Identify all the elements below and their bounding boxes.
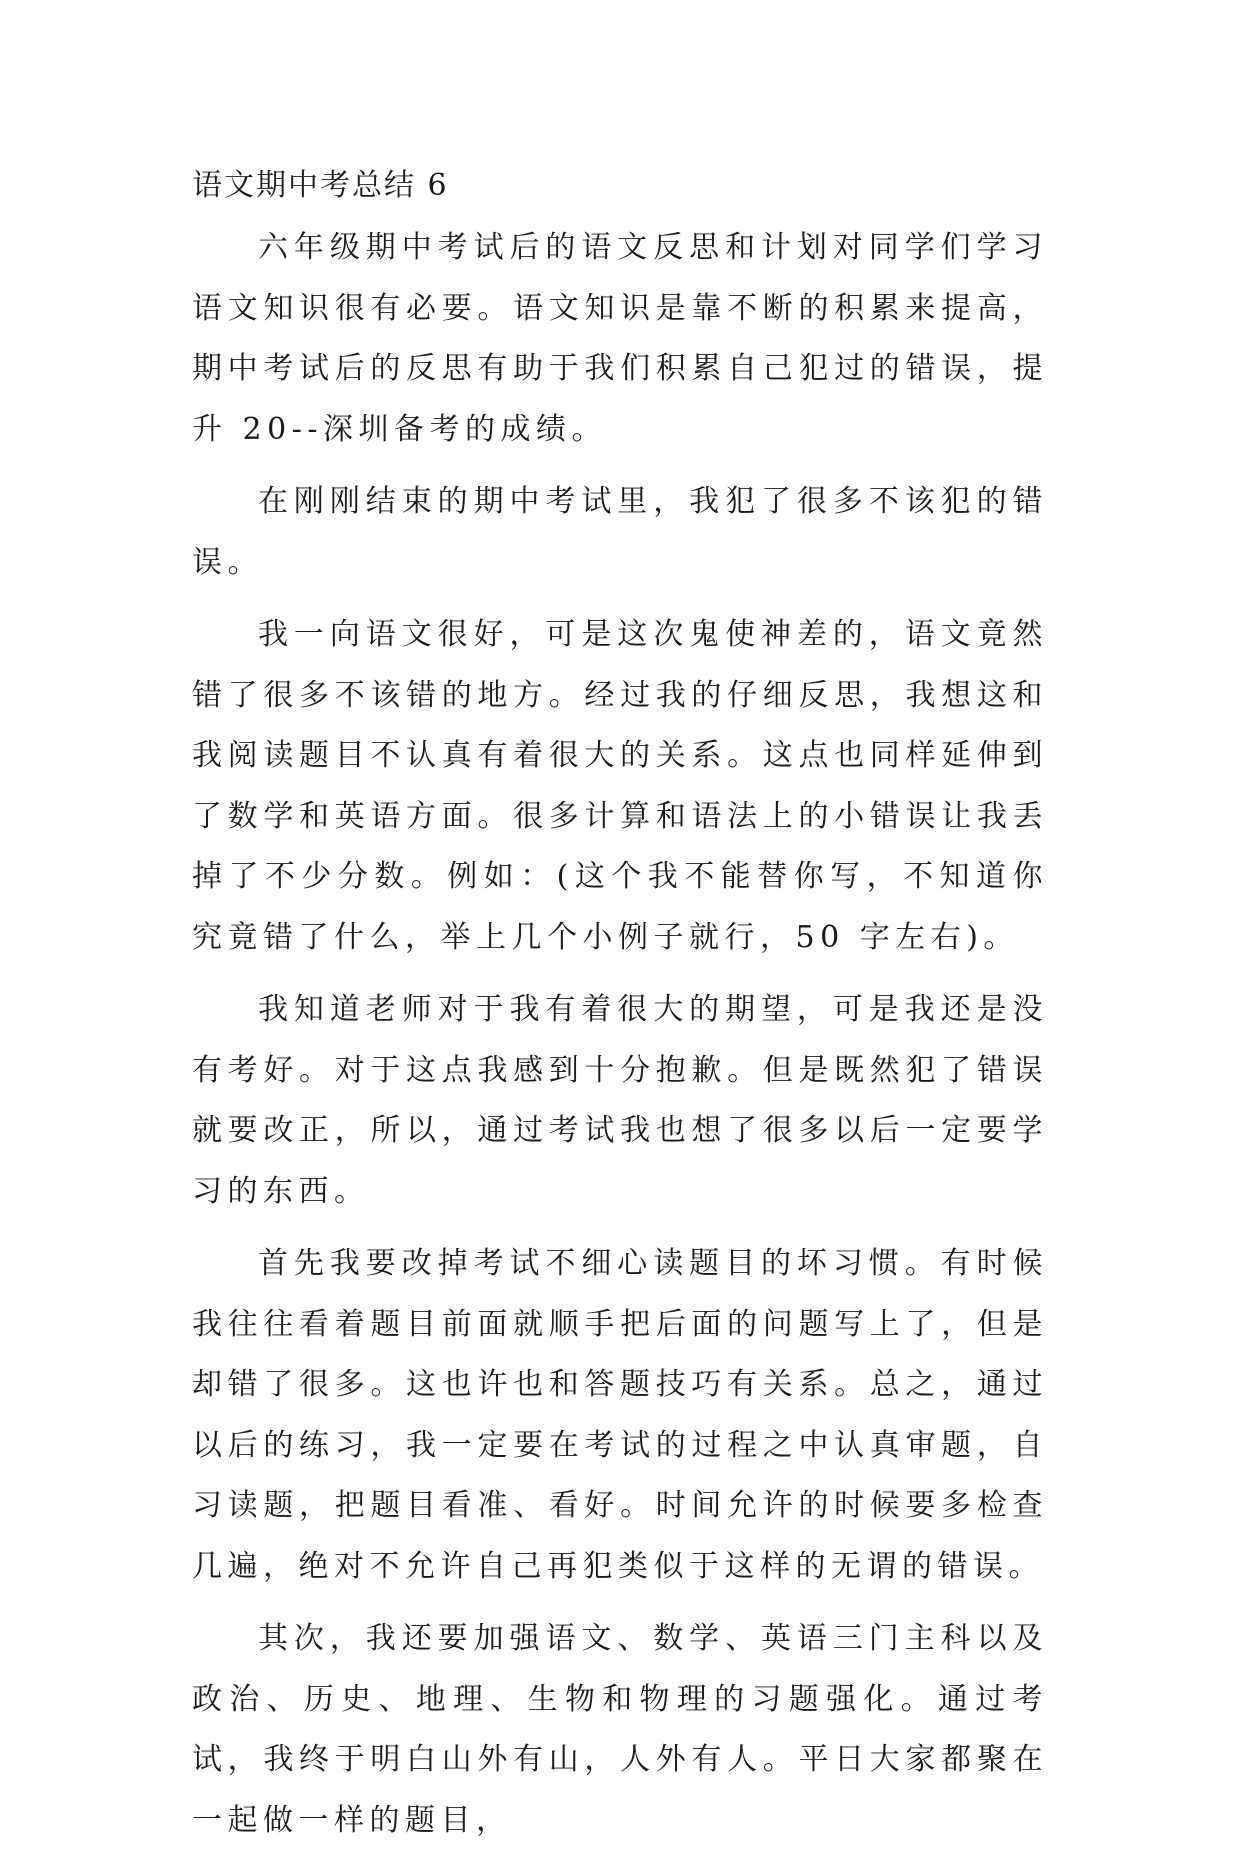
document-title: 语文期中考总结 6 (192, 168, 449, 203)
paragraph-3: 我一向语文很好，可是这次鬼使神差的，语文竟然错了很多不该错的地方。经过我的仔细反思，我想这和我阅读题目不认真有着很大的关系。这点也同样延伸到了数学和英语方面。很多计算和语法上的小错误让我丢掉了不少分数。例如：(这个我不能替你写，不知道你究竟错了什么，举上几个小例子就行，50 字左右)。 (192, 617, 1048, 955)
paragraph-5: 首先我要改掉考试不细心读题目的坏习惯。有时候我往往看着题目前面就顺手把后面的问题写上了，但是却错了很多。这也许也和答题技巧有关系。总之，通过以后的练习，我一定要在考试的过程之中认真审题，自习读题，把题目看准、看好。时间允许的时候要多检查几遍，绝对不允许自己再犯类似于这样的无谓的错误。 (192, 1246, 1048, 1584)
paragraph-2: 在刚刚结束的期中考试里，我犯了很多不该犯的错误。 (192, 484, 1048, 580)
document-page (192, 166, 1048, 1851)
paragraph-1: 六年级期中考试后的语文反思和计划对同学们学习语文知识很有必要。语文知识是靠不断的积累来提高，期中考试后的反思有助于我们积累自己犯过的错误，提升 20--深圳备考的成绩。 (192, 230, 1048, 447)
paragraph-6: 其次，我还要加强语文、数学、英语三门主科以及政治、历史、地理、生物和物理的习题强化。通过考试，我终于明白山外有山，人外有人。平日大家都聚在一起做一样的题目， (192, 1621, 1048, 1838)
paragraph-4: 我知道老师对于我有着很大的期望，可是我还是没有考好。对于这点我感到十分抱歉。但是既然犯了错误就要改正，所以，通过考试我也想了很多以后一定要学习的东西。 (192, 992, 1048, 1209)
